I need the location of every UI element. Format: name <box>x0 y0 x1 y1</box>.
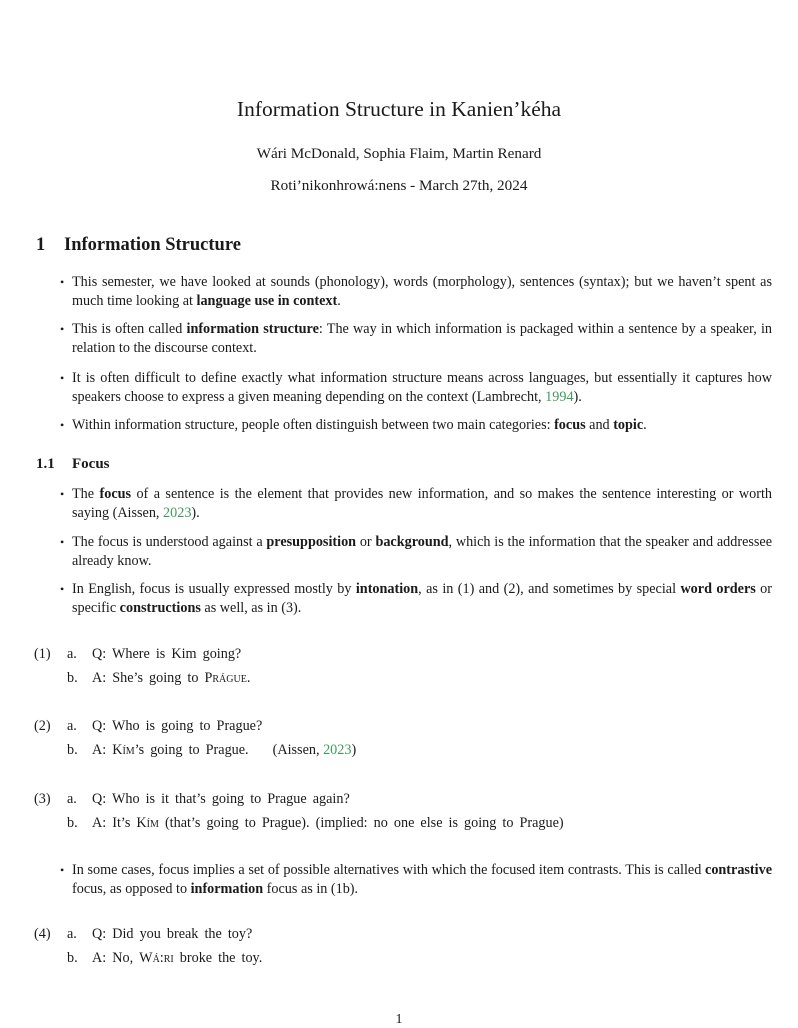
document-title: Information Structure in Kanien’kéha <box>236 97 562 121</box>
subsection-heading <box>36 456 110 473</box>
bullet-icon: • <box>60 371 65 385</box>
bullet-item: • This semester, we have looked at sounds (phonology), words (morphology), sentences (syntax); but we haven’t spent as much time looking at language use in context. <box>60 274 772 309</box>
bullet-item: • Within information structure, people often distinguish between two main categories: focus and topic. <box>60 417 647 433</box>
citation-link[interactable]: 2023 <box>323 742 352 758</box>
bullet-icon: • <box>60 418 65 432</box>
example-question: Q: Did you break the toy? <box>92 926 253 942</box>
example-number: (4) <box>34 926 51 942</box>
bullet-icon: • <box>60 863 65 877</box>
bullet-item: • The focus of a sentence is the element that provides new information, and so makes the sentence interesting or worth saying (Aissen, 2023). <box>60 486 773 521</box>
subsection-number: 1.1 <box>36 456 55 472</box>
section-title: Information Structure <box>64 235 241 255</box>
example-question: Q: Who is going to Prague? <box>92 718 263 734</box>
bullet-item: • In some cases, focus implies a set of possible alternatives with which the focused item contrasts. This is called contrastive focus, as opposed to information focus as in (1b). <box>60 862 772 897</box>
bullet-icon: • <box>60 275 65 289</box>
example-number: (2) <box>34 718 51 734</box>
example-label: a. <box>67 926 77 942</box>
bullet-item: • It is often difficult to define exactly what information structure means across languages, but essentially it captures how speakers choose to express a given meaning depending on the context (Lambrecht, 1994). <box>60 370 772 405</box>
example-label: b. <box>67 670 78 686</box>
bullet-item: • This is often called information structure: The way in which information is packaged within a sentence by a speaker, in relation to the discourse context. <box>60 321 772 356</box>
example-question: Q: Where is Kim going? <box>92 646 242 662</box>
example-label: a. <box>67 718 77 734</box>
example-citation: (Aissen, 2023) <box>272 742 357 758</box>
bullet-icon: • <box>60 582 65 596</box>
bullet-item: • In English, focus is usually expressed mostly by intonation, as in (1) and (2), and sometimes by special word orders or specific constructions as well, as in (3). <box>60 581 772 616</box>
example-label: a. <box>67 646 77 662</box>
example-answer: A: She’s going to Prágue. <box>92 670 251 686</box>
example-answer: A: It’s Kím (that’s going to Prague). (implied: no one else is going to Prague) <box>92 815 564 831</box>
example-number: (3) <box>34 791 51 807</box>
example-answer: A: Kím’s going to Prague. (Aissen, 2023) <box>92 742 357 758</box>
example-label: a. <box>67 791 77 807</box>
example-question: Q: Who is it that’s going to Prague again? <box>92 791 350 807</box>
example-number: (1) <box>34 646 51 662</box>
example-label: b. <box>67 950 78 966</box>
bullet-icon: • <box>60 322 65 336</box>
page-number: 1 <box>395 1012 403 1027</box>
date-line: Roti’nikonhrowá:nens - March 27th, 2024 <box>270 177 528 194</box>
example-answer: A: No, Wá:ri broke the toy. <box>92 950 263 966</box>
citation-link[interactable]: 2023 <box>163 504 192 521</box>
citation-link[interactable]: 1994 <box>545 388 574 405</box>
authors: Wári McDonald, Sophia Flaim, Martin Renard <box>256 145 542 162</box>
bullet-icon: • <box>60 535 65 549</box>
subsection-title: Focus <box>72 456 110 472</box>
example-label: b. <box>67 742 78 758</box>
bullet-item: • The focus is understood against a presupposition or background, which is the information that the speaker and addressee already know. <box>60 534 773 569</box>
section-number: 1 <box>36 235 46 255</box>
bullet-icon: • <box>60 487 65 501</box>
example-label: b. <box>67 815 78 831</box>
section-heading <box>36 235 241 256</box>
